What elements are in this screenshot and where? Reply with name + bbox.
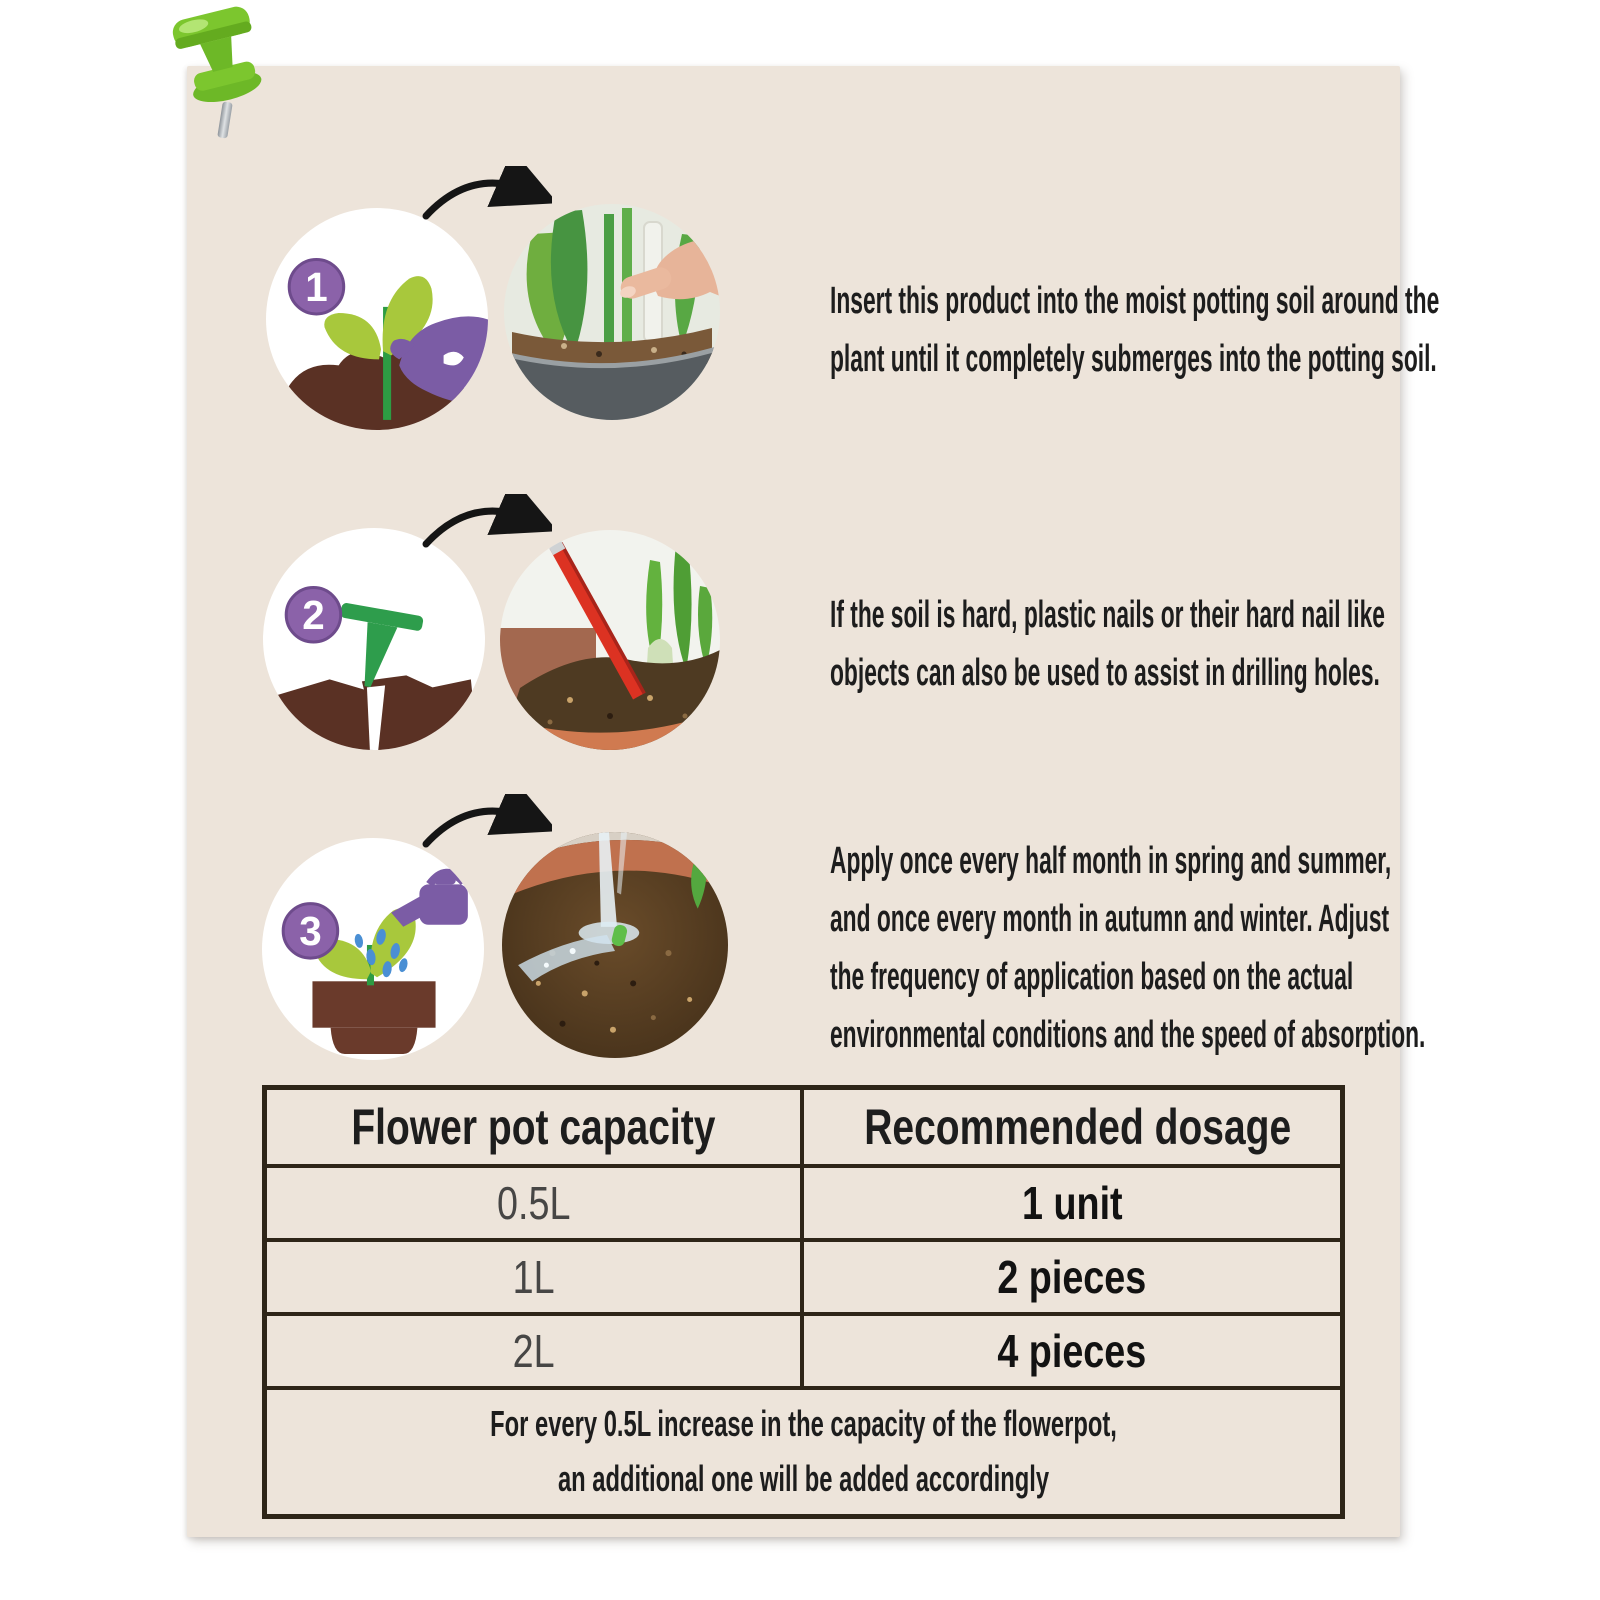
- capacity-cell: 2L: [267, 1312, 800, 1386]
- pot-shape: [312, 981, 435, 1027]
- table-header-dosage: Recommended dosage: [800, 1090, 1351, 1164]
- dosage-table: [262, 1085, 1345, 1519]
- step-2-illustration: [263, 528, 485, 750]
- step-3-text-line: Apply once every half month in spring and summer,: [830, 840, 1392, 882]
- table-footer-line: an additional one will be added accordingly: [557, 1458, 1050, 1499]
- step-1-text: [690, 272, 1440, 388]
- step-3-number: 3: [299, 907, 322, 954]
- capacity-cell: 1L: [267, 1238, 800, 1312]
- dosage-cell: 4 pieces: [800, 1312, 1340, 1386]
- step-3-illustration: [262, 838, 484, 1060]
- table-header-capacity: Flower pot capacity: [351, 1099, 716, 1155]
- table-footer-line: For every 0.5L increase in the capacity of the flowerpot,: [490, 1403, 1117, 1444]
- capacity-cell: 0.5L: [267, 1164, 800, 1238]
- table-header-row: [267, 1090, 1340, 1164]
- step-2-text-line: objects can also be used to assist in drilling holes.: [830, 652, 1380, 694]
- table-row: [267, 1164, 1340, 1238]
- step-2-photo: [500, 530, 720, 750]
- step-1-text-line: plant until it completely submerges into the potting soil.: [830, 338, 1437, 380]
- pot-base: [331, 1028, 418, 1054]
- step-2-number: 2: [302, 591, 325, 638]
- step-2-text-line: If the soil is hard, plastic nails or their hard nail like: [830, 594, 1385, 636]
- dosage-cell: 1 unit: [800, 1164, 1340, 1238]
- step-1-number: 1: [305, 263, 328, 310]
- step-1-text-line: Insert this product into the moist potting soil around the: [830, 280, 1440, 322]
- step-3-text-line: environmental conditions and the speed of absorption.: [830, 1014, 1426, 1056]
- table-row: [267, 1312, 1340, 1386]
- table-row: [267, 1238, 1340, 1312]
- table-footer-note: [267, 1386, 1340, 1514]
- step-2-text: [690, 586, 1390, 702]
- step-1-illustration: [266, 208, 488, 430]
- dosage-cell: 2 pieces: [800, 1238, 1340, 1312]
- pushpin-icon: [158, 6, 293, 146]
- step-1-photo: [504, 204, 720, 420]
- step-3-text-line: the frequency of application based on the actual: [830, 956, 1354, 998]
- step-3-text: [690, 832, 1426, 1064]
- step-3-text-line: and once every month in autumn and winter. Adjust: [830, 898, 1390, 940]
